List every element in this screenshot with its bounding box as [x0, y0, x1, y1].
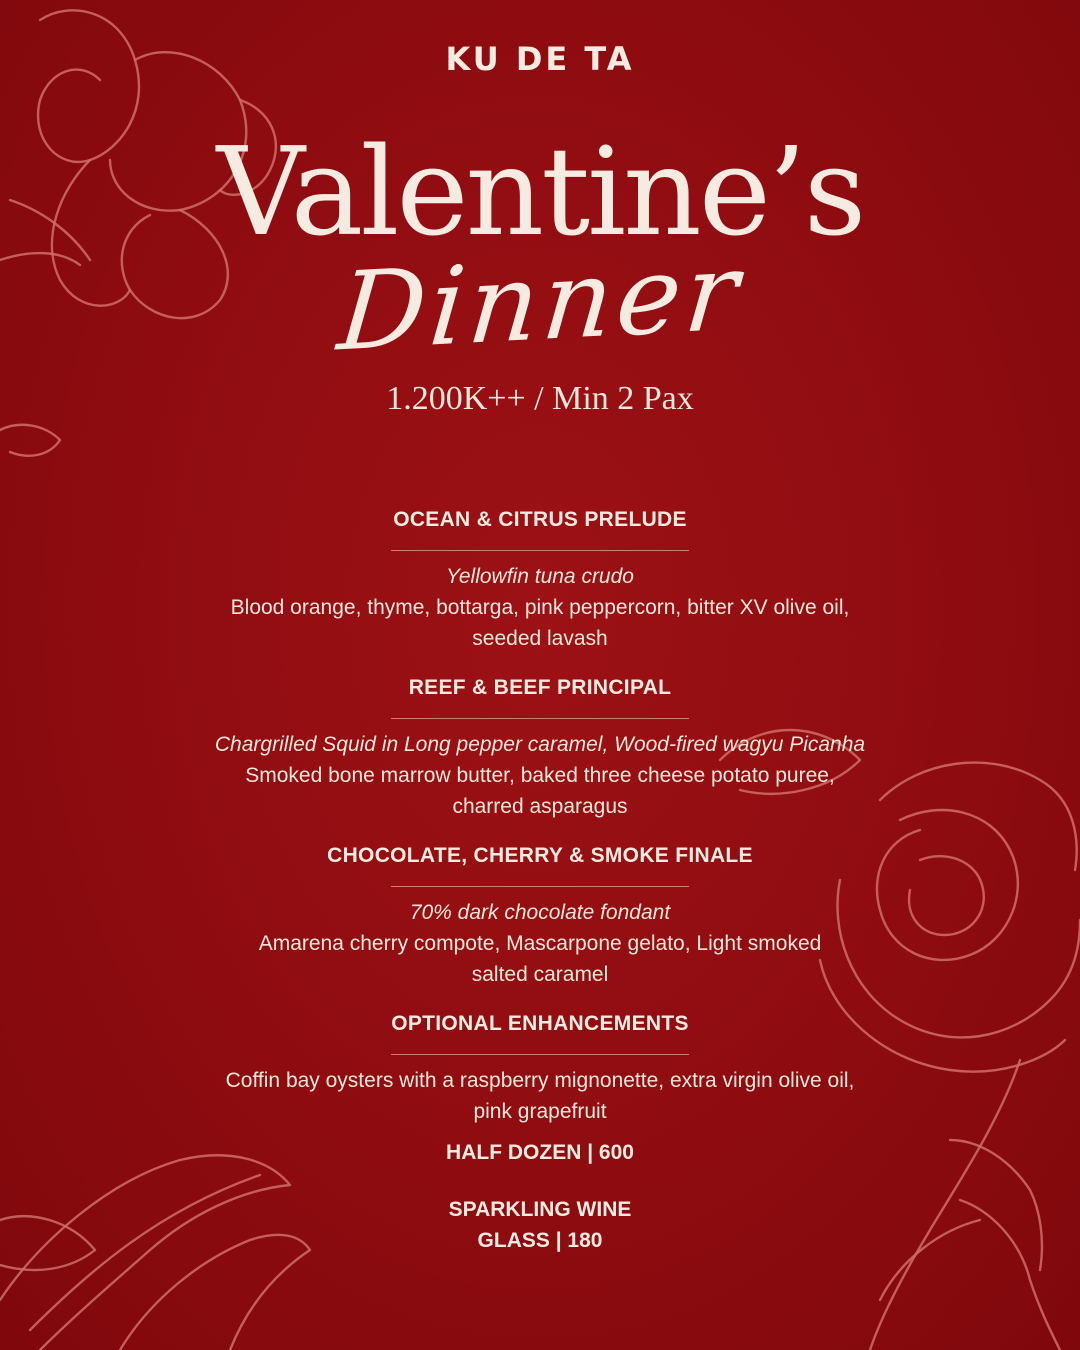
menu-list	[140, 508, 940, 1278]
course-title: OCEAN & CITRUS PRELUDE	[393, 508, 687, 531]
course-title: CHOCOLATE, CHERRY & SMOKE FINALE	[327, 844, 753, 867]
dish-name: Chargrilled Squid in Long pepper caramel, Wood-fired wagyu Picanha	[214, 733, 866, 756]
course-divider	[391, 718, 689, 719]
dish-description: salted caramel	[471, 963, 609, 986]
dish-description: Smoked bone marrow butter, baked three cheese potato puree,	[245, 764, 835, 787]
oyster-price: HALF DOZEN | 600	[446, 1141, 634, 1164]
enhancement-description: Coffin bay oysters with a raspberry mignonette, extra virgin olive oil,	[225, 1069, 855, 1092]
dish-name: 70% dark chocolate fondant	[409, 901, 671, 924]
dish-description: Blood orange, thyme, bottarga, pink peppercorn, bitter XV olive oil,	[230, 596, 850, 619]
course-item	[140, 844, 940, 990]
page-subtitle: Dinner	[333, 229, 747, 376]
dish-description: charred asparagus	[452, 795, 628, 818]
course-divider	[391, 1054, 689, 1055]
peony-right-stem-2	[950, 1140, 1042, 1270]
course-divider	[391, 550, 689, 551]
course-item	[140, 676, 940, 822]
course-item	[140, 508, 940, 654]
wine-price: GLASS | 180	[477, 1229, 603, 1252]
leaf-bottom-left-3	[0, 1216, 95, 1270]
leaf-left-small	[0, 425, 60, 456]
course-divider	[391, 886, 689, 887]
set-price: 1.200K++ / Min 2 Pax	[386, 380, 694, 417]
enhancement-description: pink grapefruit	[473, 1100, 607, 1123]
dish-name: Yellowfin tuna crudo	[446, 565, 634, 588]
course-title: REEF & BEEF PRINCIPAL	[408, 676, 672, 699]
page-title: Valentine’s	[216, 121, 864, 263]
wine-offer	[140, 1194, 940, 1256]
wine-label: SPARKLING WINE	[448, 1198, 632, 1221]
enhancements-section	[140, 1012, 940, 1256]
dish-description: seeded lavash	[472, 627, 608, 650]
dish-description: Amarena cherry compote, Mascarpone gelato, Light smoked	[258, 932, 822, 955]
brand-logo: KU DE TA	[445, 40, 635, 78]
peony-right-tendril	[960, 1200, 1060, 1350]
enhancements-title: OPTIONAL ENHANCEMENTS	[391, 1012, 689, 1035]
